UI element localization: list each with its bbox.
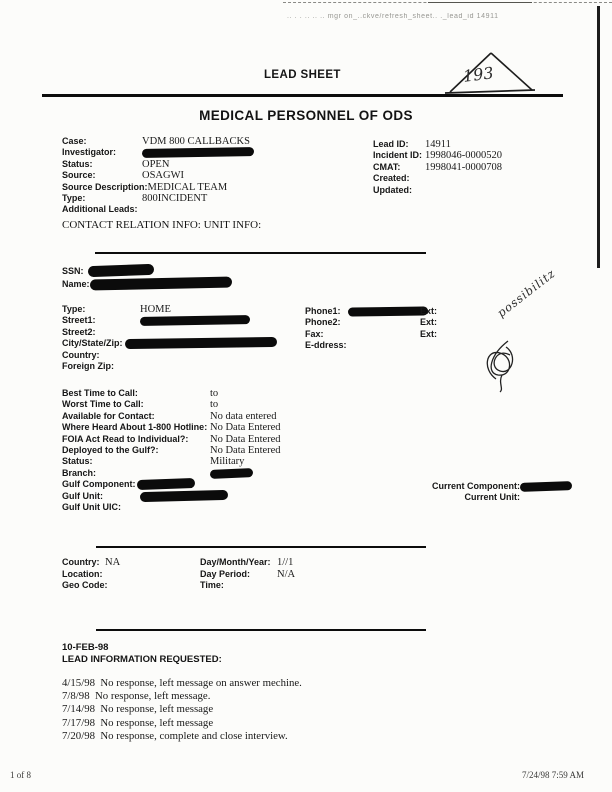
field-label: Branch:: [62, 467, 97, 478]
field-label: Gulf Component:: [62, 479, 136, 490]
detail-row: [62, 422, 281, 433]
field-label: Day Period:: [200, 568, 251, 579]
field-label: Fax:: [305, 328, 324, 339]
log-entry: 7/20/98 No response, complete and close interview.: [62, 729, 288, 742]
datetime-row: [200, 569, 295, 581]
detail-row: [62, 411, 281, 422]
case-row: [62, 147, 261, 158]
case-row: [62, 182, 261, 193]
redaction-bar: [348, 306, 428, 316]
handwritten-triangle-annotation: [443, 51, 539, 97]
field-label: Day/Month/Year:: [200, 557, 271, 567]
field-value: to: [210, 388, 219, 399]
field-label: Phone1:: [305, 306, 341, 316]
field-value: No Data Entered: [210, 445, 281, 457]
redaction-bar: [89, 277, 231, 291]
field-label: Street1:: [62, 315, 96, 326]
section-divider: [95, 252, 426, 254]
field-label: Current Unit:: [464, 492, 520, 503]
log-heading: LEAD INFORMATION REQUESTED:: [62, 653, 222, 665]
datetime-row: [200, 580, 295, 592]
field-value: 800INCIDENT: [142, 193, 208, 205]
detail-row: [62, 445, 281, 456]
field-value: 1//1: [277, 557, 294, 568]
field-value: VDM 800 CALLBACKS: [142, 136, 250, 147]
case-info-right: [373, 139, 502, 196]
case-info-left: [62, 136, 261, 231]
redaction-bar: [210, 468, 253, 479]
field-label: Lead ID:: [373, 139, 409, 149]
field-label: Additional Leads:: [62, 204, 138, 215]
ext-label: Ext:: [420, 306, 438, 316]
location-row: [62, 569, 120, 581]
log-entry: 7/8/98 No response, left message.: [62, 690, 211, 703]
detail-row: [62, 399, 281, 410]
detail-row: [62, 502, 281, 513]
field-value: No data entered: [210, 410, 277, 422]
location-row: [62, 580, 120, 592]
detail-row: [420, 481, 520, 492]
field-label: Source Description:: [62, 181, 148, 192]
log-entry: 7/14/98 No response, left message: [62, 703, 214, 716]
detail-row: [62, 388, 281, 399]
field-label: Name:: [62, 279, 90, 289]
field-label: Source:: [62, 170, 96, 181]
phone-block: [305, 306, 465, 352]
header-rule: [42, 94, 563, 97]
section-divider: [96, 546, 426, 548]
field-value: No Data Entered: [210, 422, 281, 434]
page-indicator: 1 of 8: [10, 770, 31, 780]
datetime-block: [200, 557, 295, 592]
detail-row: [62, 491, 281, 502]
current-assignment-block: [420, 481, 520, 504]
scan-edge-line: [597, 6, 600, 268]
field-value: 1998041-0000708: [425, 161, 502, 173]
field-value: 1998046-0000520: [425, 150, 502, 162]
log-entry: 7/17/98 No response, left message: [62, 716, 214, 729]
field-value: to: [210, 399, 219, 411]
field-label: Location:: [62, 568, 103, 579]
case-row: [62, 159, 261, 170]
print-timestamp: 7/24/98 7:59 AM: [522, 770, 585, 780]
redaction-bar: [88, 264, 154, 277]
ext-label: Ext:: [420, 328, 438, 339]
field-label: Investigator:: [62, 147, 117, 158]
name-row: [62, 278, 232, 291]
field-label: Case:: [62, 136, 87, 146]
field-label: Incident ID:: [373, 150, 422, 161]
field-value: HOME: [140, 304, 171, 315]
address-row: [62, 304, 277, 315]
address-block: [62, 304, 277, 372]
redaction-bar: [124, 337, 276, 349]
log-date-heading: 10-FEB-98: [62, 642, 109, 653]
redaction-bar: [142, 147, 254, 158]
field-label: E-ddress:: [305, 340, 347, 351]
address-row: [62, 350, 277, 361]
location-row: [62, 557, 120, 569]
field-value: No Data Entered: [210, 433, 281, 445]
scan-edge-artifact-dark: [428, 2, 532, 3]
field-label: Where Heard About 1-800 Hotline:: [62, 422, 208, 433]
field-label: Gulf Unit:: [62, 490, 103, 501]
case-row: [62, 136, 261, 147]
field-label: Deployed to the Gulf?:: [62, 445, 159, 456]
address-row: [62, 338, 277, 349]
field-label: Best Time to Call:: [62, 388, 138, 398]
log-entry: 4/15/98 No response, left message on answer mechine.: [62, 677, 302, 689]
identity-block: [62, 265, 232, 291]
location-block: [62, 557, 120, 592]
detail-row: [62, 468, 281, 479]
scribble-doodle: [478, 335, 530, 393]
field-value: OSAGWI: [142, 170, 184, 182]
lead-log-block: [62, 642, 302, 743]
contact-details-block: [62, 388, 281, 513]
case-row: [373, 139, 502, 150]
field-label: Phone2:: [305, 317, 341, 328]
field-label: Country:: [62, 557, 100, 567]
redaction-bar: [520, 481, 572, 492]
phone-row: [305, 329, 465, 340]
case-row: [373, 185, 502, 196]
detail-row: [420, 492, 520, 503]
field-value: NA: [105, 557, 121, 568]
field-label: Updated:: [373, 184, 412, 195]
sheet-title: LEAD SHEET: [264, 69, 341, 81]
field-label: Type:: [62, 304, 86, 314]
field-label: FOIA Act Read to Individual?:: [62, 433, 189, 444]
field-label: Available for Contact:: [62, 410, 155, 421]
field-value: MEDICAL TEAM: [147, 181, 228, 193]
case-row: [373, 162, 502, 173]
section-divider: [96, 629, 426, 631]
field-value: Military: [210, 456, 245, 468]
redaction-bar: [136, 478, 194, 490]
additional-leads-row: [62, 204, 261, 215]
doc-title: MEDICAL PERSONNEL OF ODS: [199, 108, 413, 123]
field-label: CMAT:: [373, 161, 401, 172]
contact-relation-line: CONTACT RELATION INFO: UNIT INFO:: [62, 218, 262, 231]
field-label: Type:: [62, 193, 86, 204]
field-label: Status:: [62, 456, 93, 467]
case-row: [373, 173, 502, 184]
address-row: [62, 361, 277, 372]
field-value: OPEN: [142, 158, 170, 170]
phone-row: [305, 317, 465, 328]
datetime-row: [200, 557, 295, 569]
redaction-bar: [140, 490, 228, 502]
field-label: City/State/Zip:: [62, 338, 123, 349]
field-label: Time:: [200, 580, 224, 590]
field-label: SSN:: [62, 266, 84, 276]
field-label: Current Component:: [432, 481, 520, 491]
field-label: Worst Time to Call:: [62, 399, 144, 410]
detail-row: [62, 434, 281, 445]
handwritten-margin-note: possibilitz: [494, 265, 559, 320]
phone-row: [305, 340, 465, 351]
ext-label: Ext:: [420, 317, 438, 328]
case-row: [62, 170, 261, 181]
field-label: Foreign Zip:: [62, 361, 114, 372]
case-row: [62, 193, 261, 204]
handwritten-page-number: 193: [461, 63, 495, 86]
redaction-bar: [140, 315, 250, 326]
address-row: [62, 315, 277, 326]
case-row: [373, 150, 502, 161]
field-label: Status:: [62, 158, 93, 169]
field-label: Gulf Unit UIC:: [62, 502, 121, 513]
scan-url-fragment: .. . . .. .. .. mgr on_..ckve/refresh_sheet.. ._lead_id 14911: [287, 13, 499, 20]
detail-row: [62, 479, 281, 490]
field-label: Geo Code:: [62, 580, 108, 590]
field-value: N/A: [277, 568, 296, 580]
field-label: Street2:: [62, 326, 96, 337]
field-label: Created:: [373, 173, 410, 184]
detail-row: [62, 456, 281, 467]
phone-row: [305, 306, 465, 317]
field-label: Country:: [62, 349, 100, 360]
field-value: 14911: [425, 139, 451, 150]
